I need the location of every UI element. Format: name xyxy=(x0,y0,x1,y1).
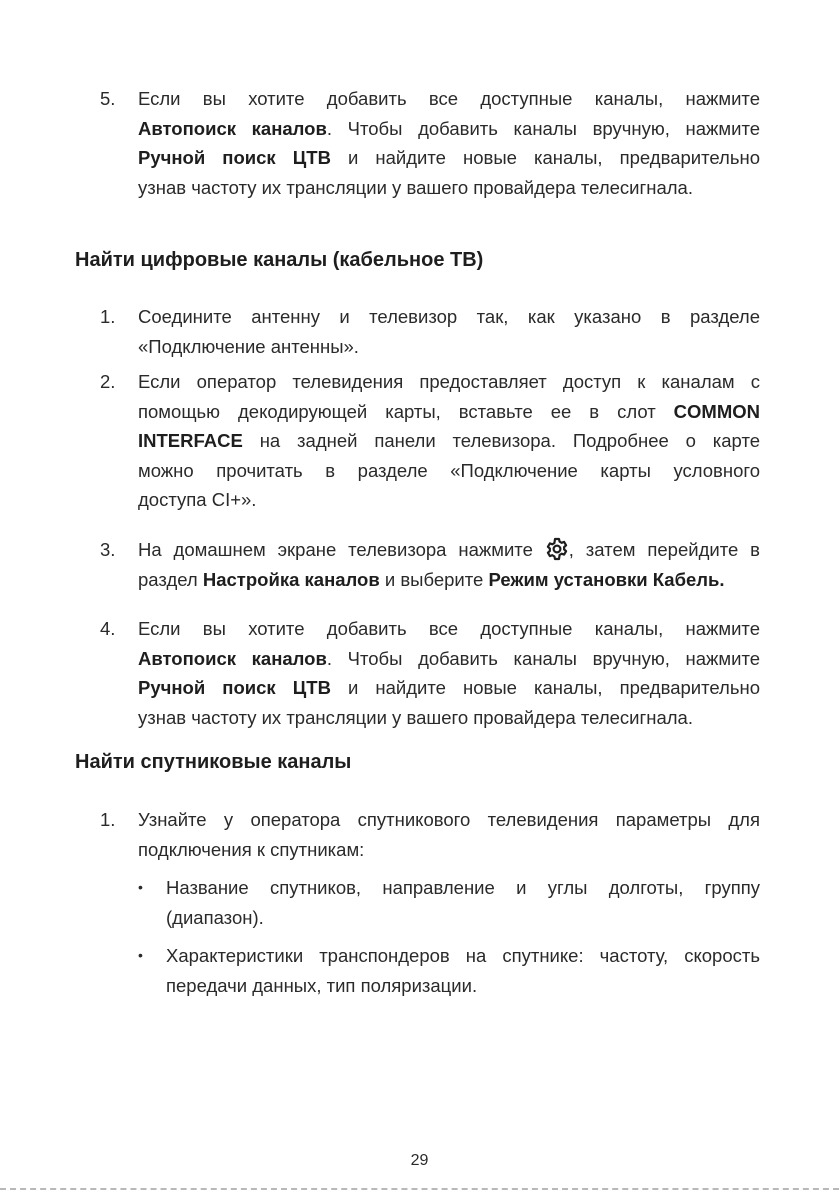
bold-term: Ручной поиск ЦТВ xyxy=(138,147,331,168)
text-line: Характеристики транспондеров на спутнике: частоту, скорость xyxy=(166,945,760,966)
text-line: узнав частоту их трансляции у вашего провайдера телесигнала. xyxy=(138,706,693,728)
text-run: . Чтобы добавить каналы вручную, нажмите xyxy=(326,647,760,669)
text-line xyxy=(138,535,760,565)
bullet-text xyxy=(166,873,760,932)
list-text xyxy=(138,614,760,732)
text-line xyxy=(138,143,760,173)
text-run: , затем перейдите в xyxy=(568,539,760,560)
list-number: 1. xyxy=(100,306,116,327)
text-line: (диапазон). xyxy=(166,906,264,928)
section-heading: Найти спутниковые каналы xyxy=(75,751,352,773)
text-line xyxy=(138,673,760,703)
text-run: на задней панели телевизора. Подробнее о карте xyxy=(242,430,760,451)
list-text xyxy=(138,367,760,515)
gear-icon xyxy=(545,537,569,561)
list-number: 1. xyxy=(100,809,116,830)
bold-term: Автопоиск каналов xyxy=(138,117,327,139)
text-line: можно прочитать в разделе «Подключение карты условного xyxy=(138,459,760,481)
text-run: и выберите xyxy=(379,568,489,590)
list-number: 3. xyxy=(100,539,116,560)
bullet-text xyxy=(166,941,760,1000)
bold-term: COMMON xyxy=(673,400,760,422)
list-text xyxy=(138,805,760,864)
text-run: помощью декодирующей карты, вставьте ее в слот xyxy=(138,400,674,422)
text-line xyxy=(138,397,760,427)
text-line: Соедините антенну и телевизор так, как указано в разделе xyxy=(138,306,760,327)
text-run: и найдите новые каналы, предварительно xyxy=(330,147,760,168)
bold-term: Ручной поиск ЦТВ xyxy=(138,677,331,698)
text-run: раздел xyxy=(138,568,203,590)
text-line: Если оператор телевидения предоставляет доступ к каналам с xyxy=(138,371,760,392)
bold-term: Настройка каналов xyxy=(202,568,380,590)
text-run: . Чтобы добавить каналы вручную, нажмите xyxy=(326,117,760,139)
text-line: передачи данных, тип поляризации. xyxy=(166,974,478,996)
text-line xyxy=(138,426,760,456)
bottom-divider xyxy=(0,1188,839,1190)
bold-term: INTERFACE xyxy=(138,430,243,451)
bold-term: Автопоиск каналов xyxy=(138,647,327,669)
text-run: На домашнем экране телевизора нажмите xyxy=(138,539,545,560)
list-number: 4. xyxy=(100,618,116,639)
list-text xyxy=(138,535,760,594)
text-line xyxy=(138,114,760,144)
page-number: 29 xyxy=(410,1152,429,1169)
text-line: подключения к спутникам: xyxy=(138,838,365,860)
text-line xyxy=(138,565,760,595)
text-line xyxy=(138,644,760,674)
text-line: «Подключение антенны». xyxy=(138,335,359,357)
list-text xyxy=(138,302,760,361)
list-text xyxy=(138,84,760,202)
bullet-marker: • xyxy=(138,947,143,963)
text-line: Название спутников, направление и углы долготы, группу xyxy=(166,877,760,898)
bullet-marker: • xyxy=(138,879,143,895)
text-line: узнав частоту их трансляции у вашего провайдера телесигнала. xyxy=(138,176,693,198)
text-run: и найдите новые каналы, предварительно xyxy=(330,677,760,698)
list-number: 2. xyxy=(100,371,116,392)
bold-term: Режим установки Кабель. xyxy=(488,568,725,590)
section-heading: Найти цифровые каналы (кабельное ТВ) xyxy=(75,249,484,271)
text-line: доступа CI+». xyxy=(138,489,257,510)
text-line: Если вы хотите добавить все доступные каналы, нажмите xyxy=(138,88,760,109)
list-number: 5. xyxy=(100,88,116,109)
text-line: Узнайте у оператора спутникового телевидения параметры для xyxy=(138,809,760,830)
text-line: Если вы хотите добавить все доступные каналы, нажмите xyxy=(138,618,760,639)
